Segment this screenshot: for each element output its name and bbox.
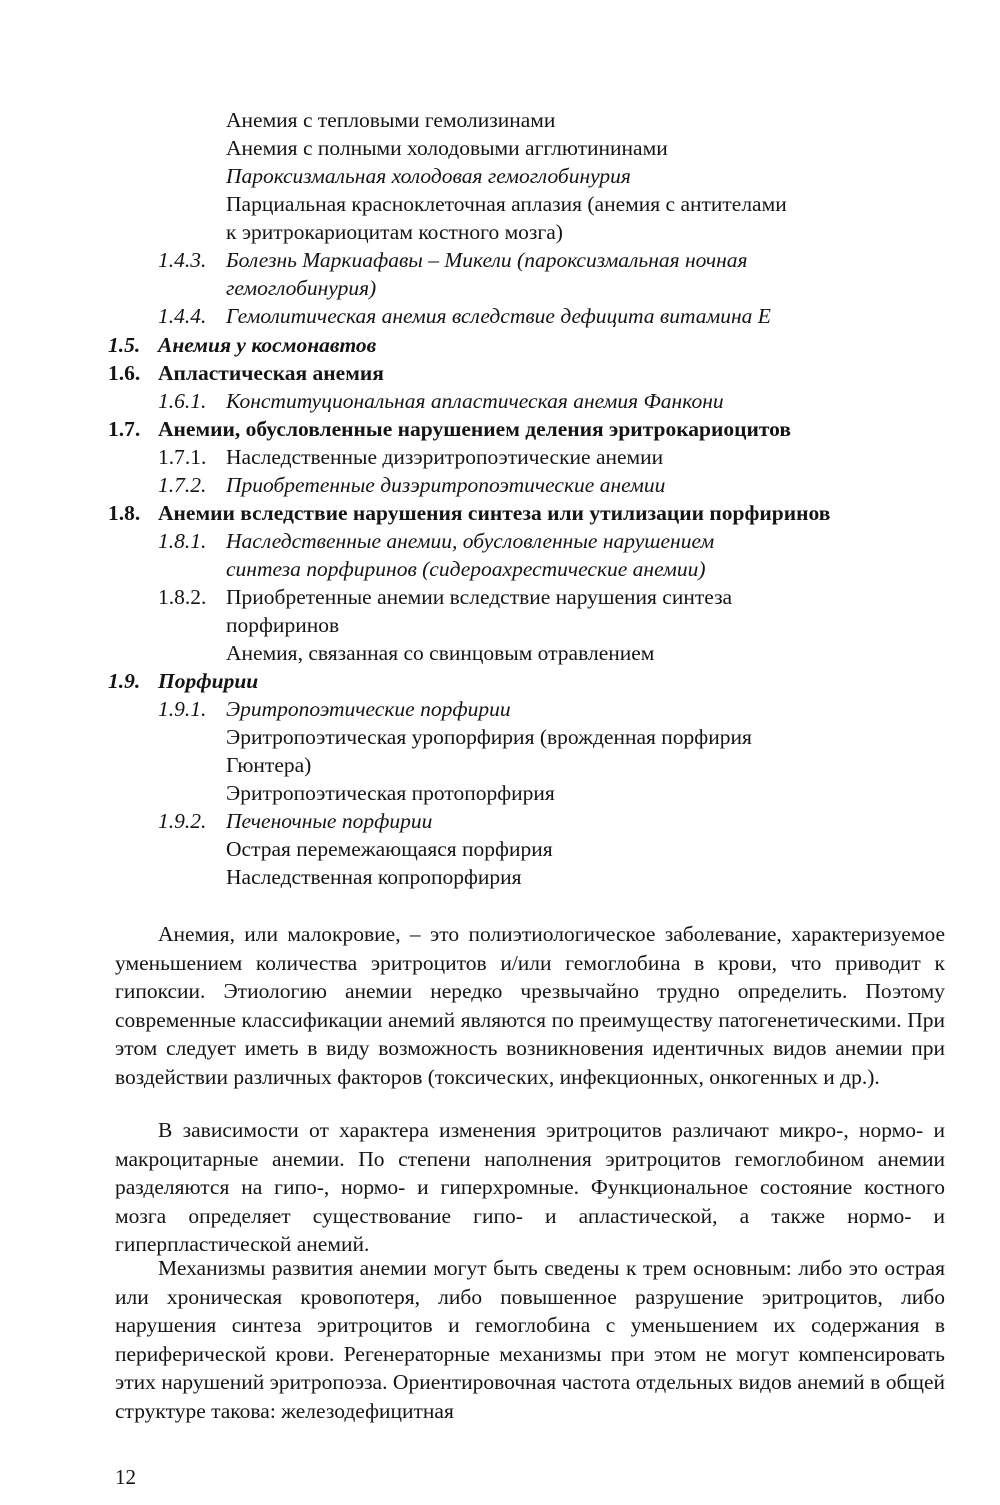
- outline-item: Эритропоэтическая уропорфирия (врожденная порфирия: [226, 725, 752, 749]
- section-number: 1.9.: [108, 669, 141, 693]
- outline-item: Наследственная копропорфирия: [226, 865, 522, 889]
- section-title: синтеза порфиринов (сидероахрестические анемии): [226, 557, 706, 581]
- outline-item: Пароксизмальная холодовая гемоглобинурия: [226, 164, 631, 188]
- section-number: 1.9.1.: [158, 697, 207, 721]
- outline-item: Острая перемежающаяся порфирия: [226, 837, 553, 861]
- section-number: 1.6.: [108, 361, 141, 385]
- section-number: 1.8.1.: [158, 529, 207, 553]
- section-number: 1.7.: [108, 417, 141, 441]
- section-title: гемоглобинурия): [226, 276, 377, 300]
- section-title: Гемолитическая анемия вследствие дефицита витамина Е: [226, 304, 771, 328]
- body-paragraph: В зависимости от характера изменения эритроцитов различают микро-, нормо- и макроцитарные анемии. По степени наполнения эритроцитов гемоглобином анемии разделяются на гипо-, нормо- и гиперхромные. Функциональное состояние костного мозга определяет существование гипо- и апластической, а также нормо- и гиперпластической анемий.: [115, 1118, 945, 1256]
- section-number: 1.4.4.: [158, 304, 207, 328]
- outline-item: Анемия с полными холодовыми агглютининами: [226, 136, 668, 160]
- section-title: Анемия у космонавтов: [158, 333, 377, 357]
- section-title: Конституциональная апластическая анемия Фанкони: [226, 389, 724, 413]
- section-title: Наследственные дизэритропоэтические анемии: [226, 445, 664, 469]
- section-title: Эритропоэтические порфирии: [226, 697, 511, 721]
- outline-item: Эритропоэтическая протопорфирия: [226, 781, 555, 805]
- outline-item: Парциальная красноклеточная аплазия (анемия с антителами: [226, 192, 787, 216]
- section-number: 1.9.2.: [158, 809, 207, 833]
- outline-item: Гюнтера): [226, 753, 312, 777]
- section-title: Наследственные анемии, обусловленные нарушением: [226, 529, 715, 553]
- section-number: 1.7.1.: [158, 445, 207, 469]
- section-number: 1.5.: [108, 333, 141, 357]
- section-number: 1.8.2.: [158, 585, 207, 609]
- section-number: 1.8.: [108, 501, 141, 525]
- outline-item: Анемия, связанная со свинцовым отравлением: [226, 641, 655, 665]
- page-number: 12: [115, 1465, 136, 1489]
- section-title: Анемии, обусловленные нарушением деления эритрокариоцитов: [158, 417, 791, 441]
- body-paragraph: Механизмы развития анемии могут быть сведены к трем основным: либо это острая или хроническая кровопотеря, либо повышенное разрушение эритроцитов, либо нарушения синтеза эритроцитов и гемоглобина с уменьшением их содержания в периферической крови. Регенераторные механизмы при этом не могут компенсировать этих нарушений эритропоэза. Ориентировочная частота отдельных видов анемий в общей структуре такова: железодефицитная: [115, 1256, 945, 1423]
- outline-item: Анемия с тепловыми гемолизинами: [226, 108, 556, 132]
- section-number: 1.6.1.: [158, 389, 207, 413]
- section-title: Приобретенные анемии вследствие нарушения синтеза: [226, 585, 733, 609]
- section-title: порфиринов: [226, 613, 340, 637]
- section-title: Болезнь Маркиафавы – Микели (пароксизмальная ночная: [226, 248, 748, 272]
- section-title: Печеночные порфирии: [226, 809, 433, 833]
- section-title: Анемии вследствие нарушения синтеза или утилизации порфиринов: [158, 501, 831, 525]
- section-number: 1.7.2.: [158, 473, 207, 497]
- outline-item: к эритрокариоцитам костного мозга): [226, 220, 563, 244]
- section-title: Приобретенные дизэритропоэтические анемии: [226, 473, 666, 497]
- body-paragraph: Анемия, или малокровие, – это полиэтиологическое заболевание, характеризуемое уменьшением количества эритроцитов и/или гемоглобина в крови, что приводит к гипоксии. Этиологию анемии нередко чрезвычайно трудно определить. Поэтому современные классификации анемий являются по преимуществу патогенетическими. При этом следует иметь в виду возможность возникновения идентичных видов анемии при воздействии различных факторов (токсических, инфекционных, онкогенных и др.).: [115, 922, 945, 1089]
- section-number: 1.4.3.: [158, 248, 207, 272]
- section-title: Апластическая анемия: [158, 361, 384, 385]
- section-title: Порфирии: [158, 669, 259, 693]
